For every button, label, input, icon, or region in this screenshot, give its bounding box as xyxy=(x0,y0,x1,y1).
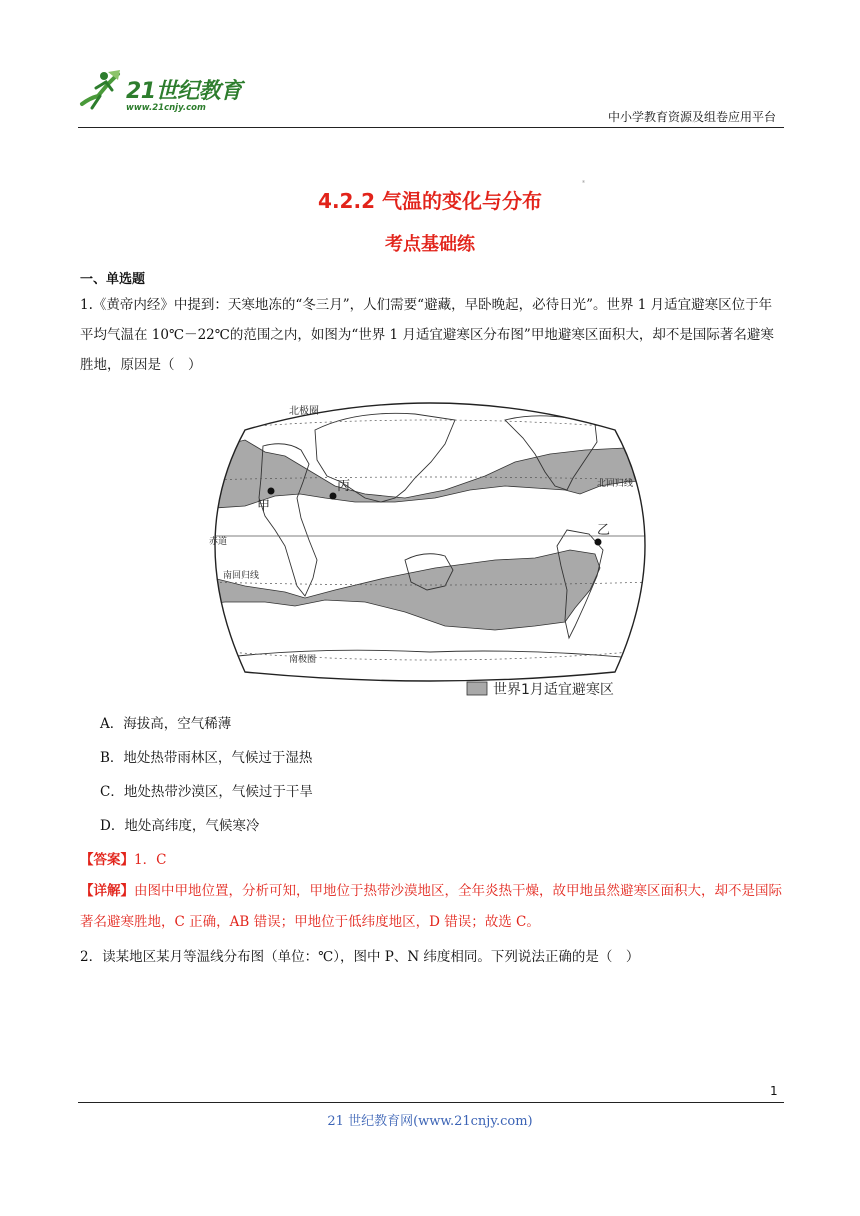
logo-url: www.21cnjy.com xyxy=(126,103,206,113)
label-arctic: 北极圈 xyxy=(289,406,319,417)
header-divider xyxy=(78,127,784,128)
runner-logo-icon xyxy=(78,68,124,114)
legend-label: 世界1月适宜避寒区 xyxy=(493,682,614,698)
label-antarctic: 南极圈 xyxy=(289,655,317,665)
label-tropic-north: 北回归线 xyxy=(597,479,634,489)
answer-label: 【答案】 xyxy=(80,852,134,868)
label-jia: 甲 xyxy=(257,499,271,514)
page-title: 4.2.2 气温的变化与分布 xyxy=(318,189,542,213)
logo xyxy=(78,68,278,118)
option-d: D．地处高纬度，气候寒冷 xyxy=(100,818,260,834)
world-map-figure xyxy=(205,390,655,702)
platform-text: 中小学教育资源及组卷应用平台 xyxy=(607,110,776,124)
logo-text: 21世纪教育 xyxy=(126,79,242,104)
page-subtitle: 考点基础练 xyxy=(385,234,475,255)
label-bing: 丙 xyxy=(337,479,351,494)
legend-swatch xyxy=(467,682,487,695)
label-yi: 乙 xyxy=(597,523,611,538)
tiny-mark: * xyxy=(582,180,585,187)
answer-text: 1．C xyxy=(134,852,167,868)
point-jia xyxy=(268,488,275,495)
point-bing xyxy=(330,493,337,500)
detail-text: 由图中甲地位置，分析可知，甲地位于热带沙漠地区，全年炎热干燥，故甲地虽然避寒区面积大，却不是国际著名避寒胜地，C 正确，AB 错误；甲地位于低纬度地区，D 错误；故选 C。 xyxy=(80,883,782,930)
point-yi xyxy=(595,539,602,546)
footer-site: 21 世纪教育网(www.21cnjy.com) xyxy=(327,1114,533,1129)
option-c: C．地处热带沙漠区，气候过于干旱 xyxy=(100,784,313,800)
question-2-text: 2．读某地区某月等温线分布图（单位：℃），图中 P、N 纬度相同。下列说法正确的是（ ） xyxy=(80,949,640,965)
question-1-text: 1.《黄帝内经》中提到：天寒地冻的“冬三月”，人们需要“避藏，早卧晚起，必待日光”。世界 1 月适宜避寒区位于年平均气温在 10℃－22℃的范围之内，如图为“世界 1 月适宜避寒区分布图”甲地避寒区面积大，却不是国际著名避寒胜地，原因是（ ） xyxy=(80,297,774,373)
page-header xyxy=(78,64,784,128)
option-a: A．海拔高，空气稀薄 xyxy=(100,716,232,732)
label-tropic-south: 南回归线 xyxy=(223,571,260,581)
answer-block xyxy=(80,848,166,868)
option-b: B．地处热带雨林区，气候过于湿热 xyxy=(100,750,313,766)
footer-divider xyxy=(78,1102,784,1103)
section-title: 一、单选题 xyxy=(80,272,146,287)
detail-block xyxy=(80,876,786,938)
detail-label: 【详解】 xyxy=(80,883,134,899)
page-number: 1 xyxy=(770,1084,778,1098)
label-equator: 赤道 xyxy=(209,537,228,547)
